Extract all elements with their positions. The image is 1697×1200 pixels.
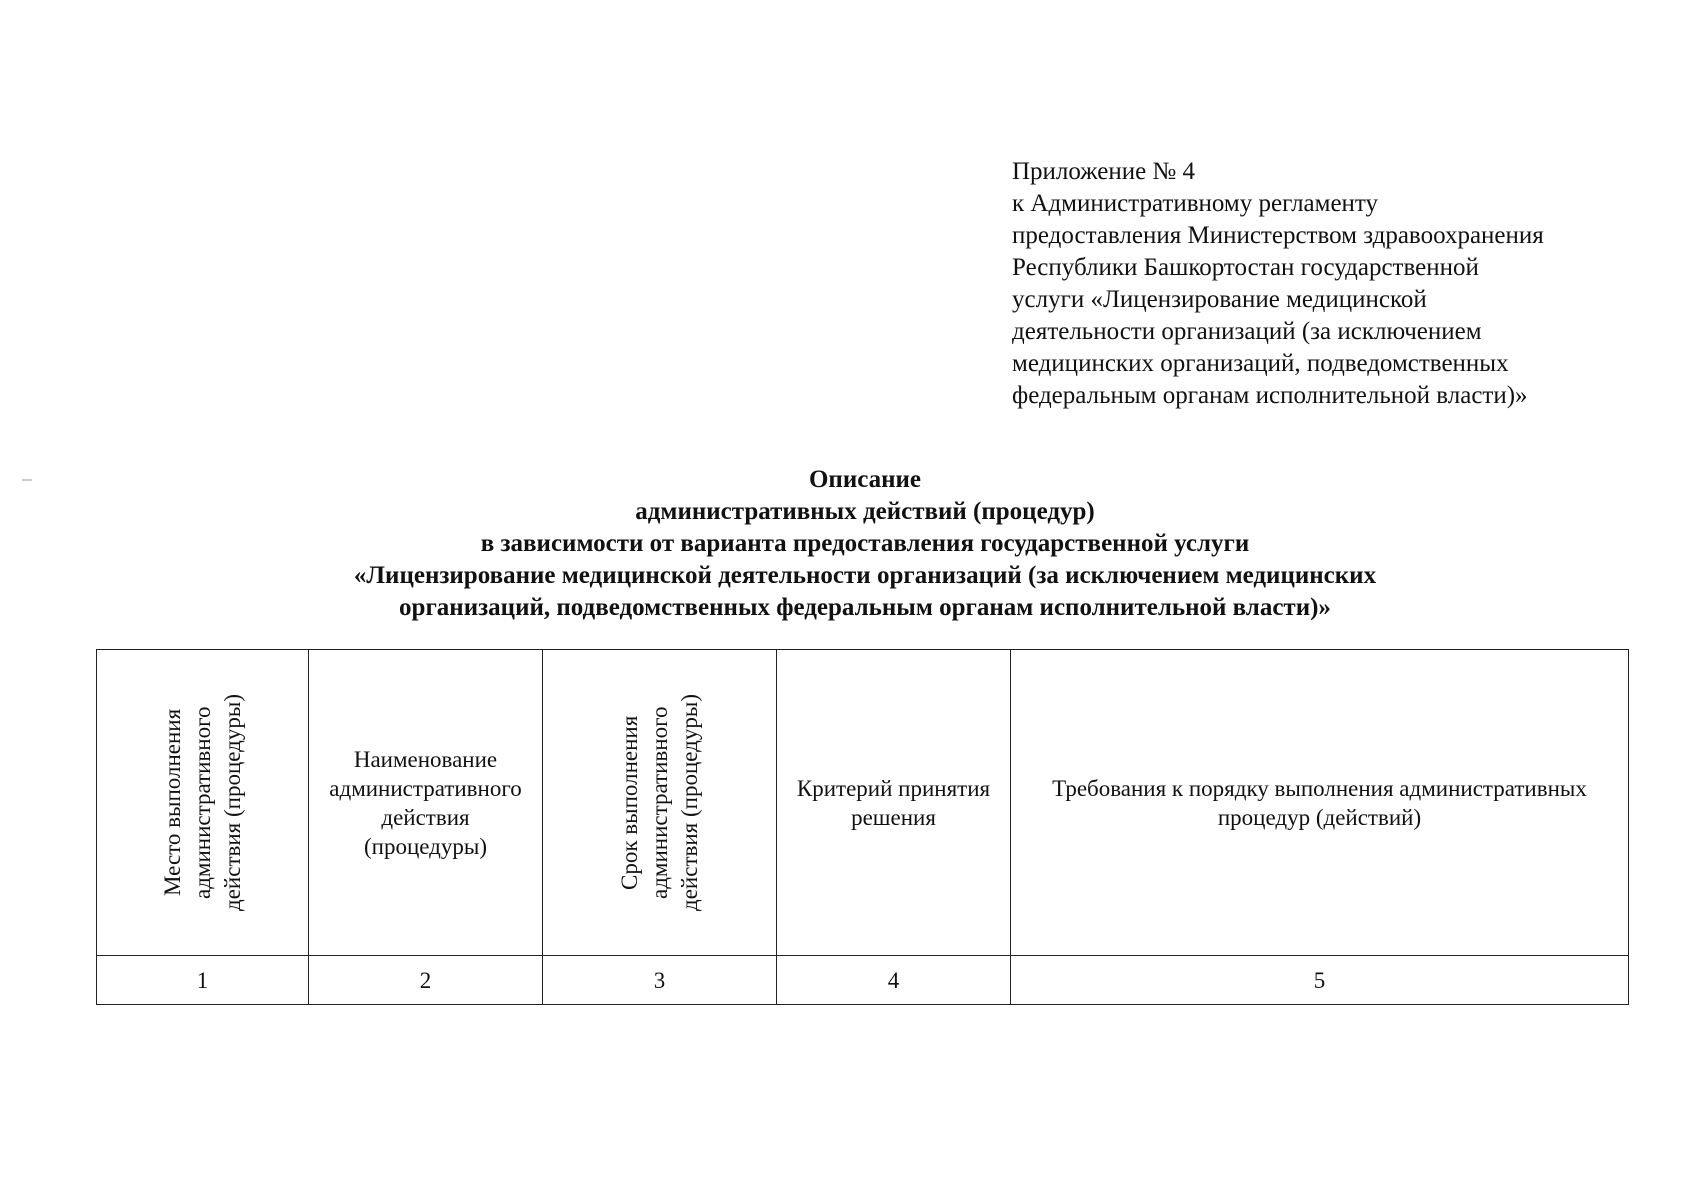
header-cell-place — [97, 650, 309, 956]
number-cell: 1 — [97, 956, 309, 1005]
header-text-vertical: Срок выполнения административного действия (процедуры) — [616, 694, 702, 911]
header-cell-term — [543, 650, 777, 956]
title-line: «Лицензирование медицинской деятельности организаций (за исключением медицинских — [353, 562, 1377, 589]
title-line: в зависимости от варианта предоставления государственной услуги — [480, 530, 1250, 557]
number-cell: 2 — [309, 956, 543, 1005]
header-cell-name: Наименование административного действия (процедуры) — [309, 650, 543, 956]
appendix-line: услуги «Лицензирование медицинской — [1012, 286, 1427, 313]
appendix-line: Республики Башкортостан государственной — [1012, 254, 1479, 281]
appendix-line: предоставления Министерством здравоохранения — [1012, 222, 1544, 249]
procedures-table — [96, 649, 1629, 1005]
table-number-row — [97, 956, 1629, 1005]
number-cell: 4 — [777, 956, 1011, 1005]
header-cell-criterion: Критерий принятия решения — [777, 650, 1011, 956]
title-line: Описание — [808, 466, 922, 493]
document-title — [170, 464, 1560, 624]
title-line: организаций, подведомственных федеральным органам исполнительной власти)» — [399, 594, 1331, 621]
scan-mark — [22, 479, 32, 481]
appendix-line: федеральным органам исполнительной власти)» — [1012, 382, 1528, 409]
appendix-note — [1012, 156, 1652, 412]
header-cell-requirements: Требования к порядку выполнения административных процедур (действий) — [1011, 650, 1629, 956]
number-cell: 3 — [543, 956, 777, 1005]
appendix-line: медицинских организаций, подведомственных — [1012, 350, 1509, 377]
header-text-vertical: Место выполнения административного действия (процедуры) — [159, 694, 245, 911]
appendix-line: деятельности организаций (за исключением — [1012, 318, 1482, 345]
table-header-row — [97, 650, 1629, 956]
title-line: административных действий (процедур) — [635, 498, 1095, 525]
appendix-line: к Административному регламенту — [1012, 190, 1379, 217]
appendix-line: Приложение № 4 — [1012, 158, 1196, 185]
number-cell: 5 — [1011, 956, 1629, 1005]
